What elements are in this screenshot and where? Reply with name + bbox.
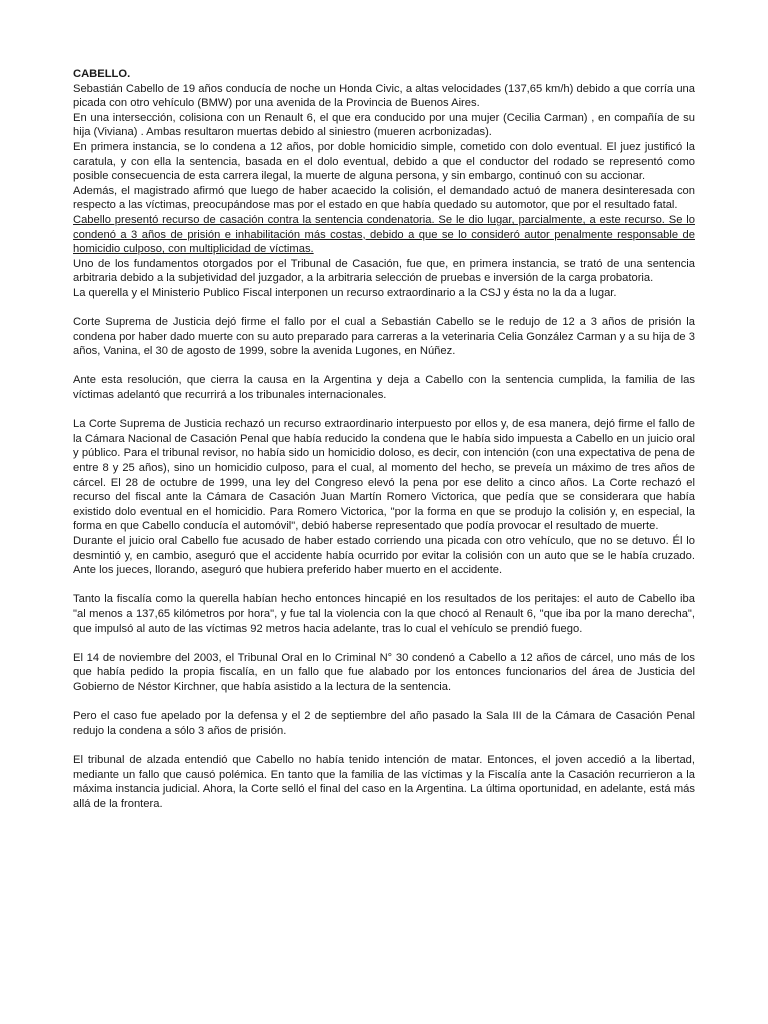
paragraph-expert-reports: Tanto la fiscalía como la querella habían hecho entonces hincapié en los resultados de los peritajes: el auto de Cabello iba "al menos a 137,65 kilómetros por hora", y fue tal la violencia con la que chocó al Renault 6, "que iba por la mano derecha", que impulsó al auto de las víctimas 92 metros hacia adelante, tras lo cual el vehículo se prendió fuego. [73, 593, 695, 635]
paragraph-collision: En una intersección, colisiona con un Renault 6, el que era conducido por una mujer (Cecilia Carman) , en compañía de su hija (Viviana) . Ambas resultaron muertas debido al siniestro (mueren acrbonizadas). [73, 111, 695, 139]
paragraph-cassation-grounds: Uno de los fundamentos otorgados por el Tribunal de Casación, fue que, en primera instancia, se trató de una sentencia arbitraria debido a la subjetividad del juzgador, a la arbitraria selección de pruebas e inversión de la carga probatoria. [73, 257, 695, 285]
paragraph-conclusion: El tribunal de alzada entendió que Cabello no había tenido intención de matar. Entonces, el joven accedió a la libertad, mediante un fallo que causó polémica. En tanto que la familia de las víctimas y la Fiscalía ante la Casación recurrieron a la máxima instancia judicial. Ahora, la Corte selló el final del caso en la Argentina. La última oportunidad, en adelante, está más allá de la frontera. [73, 753, 695, 810]
paragraph-extraordinary-appeal: La querella y el Ministerio Publico Fiscal interponen un recurso extraordinario a la CSJ y ésta no la da a lugar. [73, 286, 617, 299]
document-page [73, 67, 695, 811]
paragraph-resolution: Ante esta resolución, que cierra la causa en la Argentina y deja a Cabello con la sentencia cumplida, la familia de las víctimas adelantó que recurrirá a los tribunales internacionales. [73, 374, 695, 402]
paragraph-court-rejection: La Corte Suprema de Justicia rechazó un recurso extraordinario interpuesto por ellos y, de esa manera, dejó firme el fallo de la Cámara Nacional de Casación Penal que había reducido la condena que le había sido impuesta a Cabello en un juicio oral y público. Para el tribunal revisor, no había sido un homicidio doloso, es decir, con intención (con una expectativa de pena de entre 8 y 25 años), sino un homicidio culposo, para el cual, al momento del hecho, se preveía un máximo de tres años de cárcel. El 28 de octubre de 1999, una ley del Congreso elevó la pena por ese delito a cinco años. La Corte rechazó el recurso del fiscal ante la Cámara de Casación Juan Martín Romero Victorica, que pedía que se considerara que había existido dolo eventual en el homicidio. Para Romero Victorica, "por la forma en que se produjo la colisión y, en especial, la forma en que Cabello conducía el automóvil", debió haberse representado que podía provocar el resultado de muerte. [73, 418, 695, 533]
paragraph-appeal: Pero el caso fue apelado por la defensa y el 2 de septiembre del año pasado la Sala III de la Cámara de Casación Penal redujo la condena a sólo 3 años de prisión. [73, 710, 695, 737]
paragraph-cassation-appeal: Cabello presentó recurso de casación contra la sentencia condenatoria. Se le dio lugar, parcialmente, a este recurso. Se lo condenó a 3 años de prisión e inhabilitación más costas, debido a que se lo consideró autor penalmente responsable de homicidio culposo, con multiplicidad de víctimas. [73, 213, 695, 256]
paragraph-2003-sentence: El 14 de noviembre del 2003, el Tribunal Oral en lo Criminal N° 30 condenó a Cabello a 12 años de cárcel, uno más de los que había pedido la propia fiscalía, en un fallo que fue alabado por los entonces funcionarios del área de Justicia del Gobierno de Néstor Kirchner, que había asistido a la lectura de la sentencia. [73, 651, 695, 693]
paragraph-oral-trial: Durante el juicio oral Cabello fue acusado de haber estado corriendo una picada con otro vehículo, que no se detuvo. Él lo desmintió y, en cambio, aseguró que el accidente había ocurrido por evitar la colisión con un auto que se le había cruzado. Ante los jueces, llorando, aseguró que hubiera preferido haber muerto en el accidente. [73, 535, 695, 577]
paragraph-magistrate: Además, el magistrado afirmó que luego de haber acaecido la colisión, el demandado actuó de manera desinteresada con respecto a las víctimas, preocupándose mas por el estado en que había quedado su automotor, que por el resultado fatal. [73, 184, 695, 212]
paragraph-intro: Sebastián Cabello de 19 años conducía de noche un Honda Civic, a altas velocidades (137,65 km/h) debido a que corría una picada con otro vehículo (BMW) por una avenida de la Provincia de Buenos Aires. [73, 82, 695, 110]
paragraph-first-instance: En primera instancia, se lo condena a 12 años, por doble homicidio simple, cometido con dolo eventual. El juez justificó la caratula, y con ella la sentencia, basada en el dolo eventual, debido a que el conductor del rodado se representó como posible consecuencia de esta carrera ilegal, la muerte de alguna persona, y sin embargo, continuó con su accionar. [73, 140, 695, 183]
paragraph-supreme-court: Corte Suprema de Justicia dejó firme el fallo por el cual a Sebastián Cabello se le redujo de 12 a 3 años de prisión la condena por haber dado muerte con su auto preparado para carreras a la veterinaria Celia González Carman y a su hija de 3 años, Vanina, el 30 de agosto de 1999, sobre la avenida Lugones, en Núñez. [73, 316, 695, 358]
document-title: CABELLO. [73, 68, 131, 80]
